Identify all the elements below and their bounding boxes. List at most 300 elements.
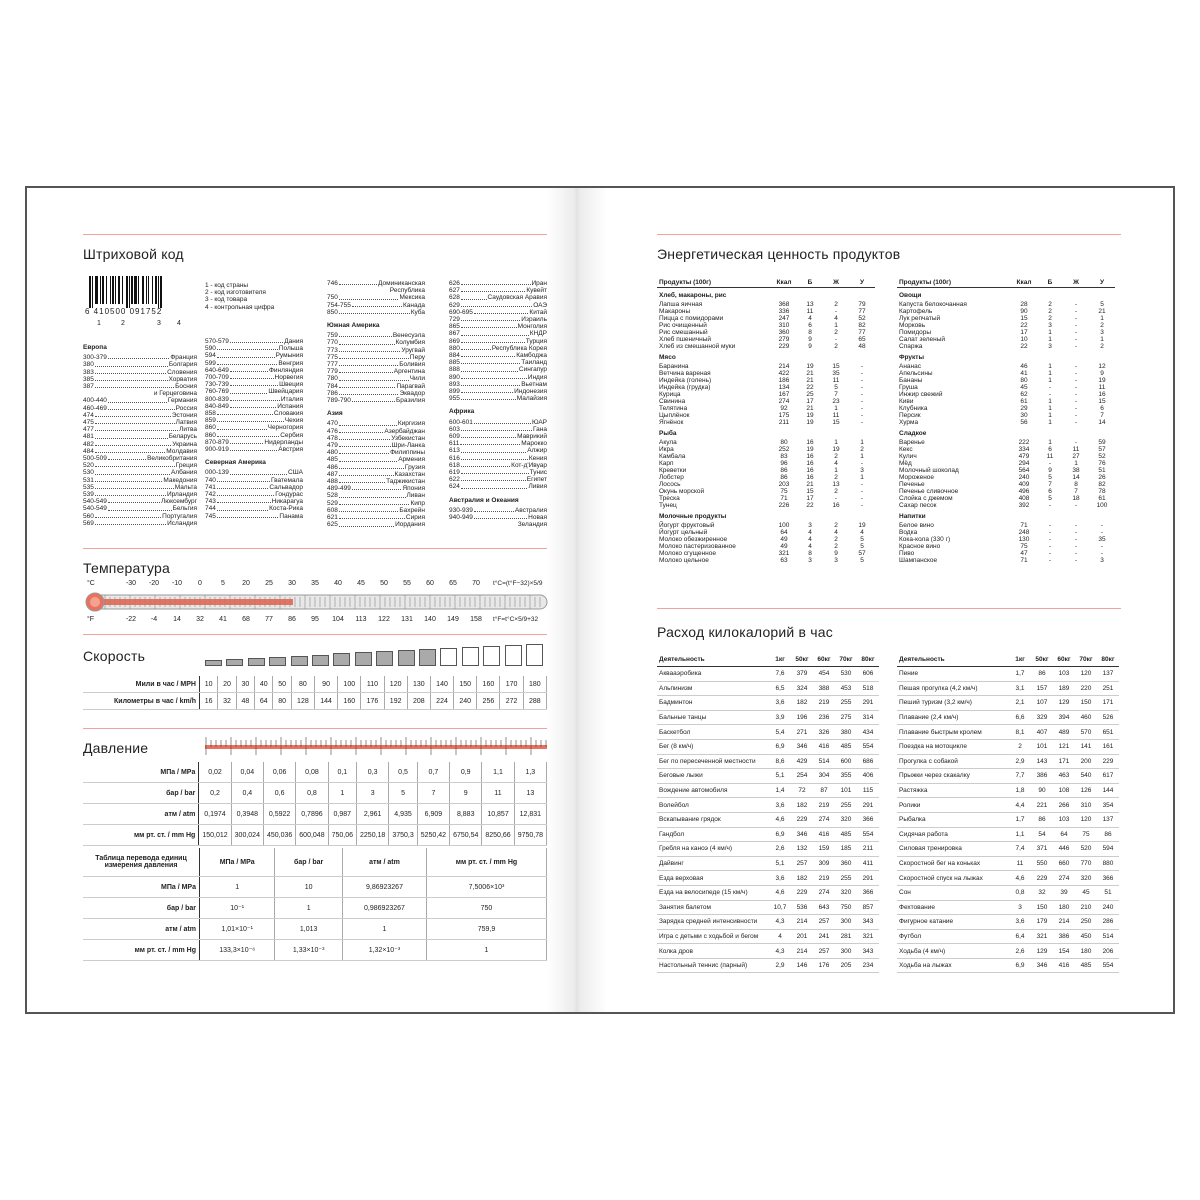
country-code: 478	[327, 434, 338, 442]
activity-name: Прогулка с собакой	[897, 754, 1009, 769]
food-value: 16	[806, 453, 814, 460]
food-value: 14	[1098, 419, 1106, 426]
country-name: Армения	[398, 456, 425, 464]
country-name: Доминиканская	[378, 280, 425, 287]
pressure-value: 6,909	[417, 804, 449, 825]
food-name: Кока-кола (330 г)	[899, 536, 951, 543]
country-code: 729	[449, 316, 460, 324]
calorie-value: 255	[835, 696, 857, 711]
food-row	[897, 363, 1115, 370]
activity-row	[897, 827, 1119, 842]
calorie-value: 600	[835, 754, 857, 769]
food-name: Киви	[899, 398, 914, 405]
food-value: 11	[806, 308, 814, 315]
food-value: 13	[832, 481, 840, 488]
dot-leader	[339, 449, 389, 454]
food-value: 30	[1020, 412, 1028, 419]
calorie-value: 651	[1097, 725, 1119, 740]
country-code-row	[327, 449, 425, 456]
country-code: 488	[327, 478, 338, 486]
section-rule	[83, 548, 547, 549]
country-code: 759	[327, 332, 338, 340]
food-value: 19	[1098, 377, 1106, 384]
conversion-value: 0,986923267	[342, 898, 426, 919]
pressure-value: 11	[482, 783, 514, 804]
mph-value: 160	[477, 676, 500, 693]
barcode-country-column-2	[205, 338, 303, 520]
barcode-bar	[160, 276, 162, 308]
country-code: 867	[449, 330, 460, 338]
country-code: 900-919	[205, 446, 229, 454]
fahrenheit-tick: 68	[242, 616, 250, 623]
food-group-row	[897, 350, 1115, 363]
calories-table-left	[657, 652, 879, 973]
food-value: 1	[1100, 336, 1104, 343]
country-code: 730-739	[205, 381, 229, 389]
food-value: 8	[1074, 481, 1078, 488]
dot-leader	[108, 397, 167, 402]
country-name: Кения	[528, 454, 547, 462]
food-value: 35	[1098, 536, 1106, 543]
country-code-row	[83, 520, 197, 527]
country-name: Бахрейн	[399, 506, 425, 514]
country-code-row	[449, 426, 547, 433]
food-value: 71	[780, 495, 788, 502]
country-code: 784	[327, 382, 338, 390]
activity-name: Ролики	[897, 798, 1009, 813]
country-code-row	[449, 359, 547, 366]
calorie-value: 304	[813, 769, 835, 784]
calorie-value: 320	[1075, 871, 1097, 886]
calories-header	[657, 652, 879, 667]
food-value: 4	[808, 315, 812, 322]
country-name: Латвия	[175, 419, 197, 427]
food-value: -	[860, 363, 864, 370]
calorie-value: 129	[1053, 696, 1075, 711]
country-code-row	[327, 294, 425, 301]
food-name: Треска	[659, 495, 680, 502]
food-value: 92	[780, 405, 788, 412]
food-value: 57	[1098, 446, 1106, 453]
speed-bar	[462, 647, 479, 666]
pressure-value: 1,3	[514, 762, 546, 783]
food-value: 248	[1018, 529, 1030, 536]
barcode-bar	[148, 276, 149, 304]
country-code-row	[327, 478, 425, 485]
country-code: 489-499	[327, 485, 351, 493]
calorie-value: 126	[1075, 783, 1097, 798]
food-row	[657, 377, 875, 384]
dot-leader	[95, 433, 168, 438]
country-name: Республика Корея	[491, 344, 547, 352]
country-name: Зеландия	[517, 521, 547, 529]
food-value: 211	[778, 419, 790, 426]
food-row	[657, 550, 875, 557]
conversion-value: 759,9	[426, 919, 546, 940]
food-value: 226	[778, 502, 790, 509]
country-code-row	[205, 403, 303, 410]
region-heading: Африка	[449, 408, 475, 416]
country-code-row	[83, 455, 197, 462]
country-name: Дания	[284, 338, 303, 345]
country-name: Словакия	[273, 410, 303, 418]
pressure-value: 6750,54	[450, 825, 482, 846]
food-group-name: Хлеб, макароны, рис	[659, 292, 727, 299]
calorie-value: 254	[791, 769, 813, 784]
country-code-row	[327, 442, 425, 449]
activity-name: Езда на велосипеде (15 км/ч)	[657, 885, 769, 900]
energy-header-cell: Ккал	[771, 278, 797, 288]
pressure-value: 0,3	[357, 762, 389, 783]
dot-leader	[95, 520, 166, 525]
country-name: Беларусь	[168, 433, 197, 441]
energy-title: Энергетическая ценность продуктов	[657, 246, 901, 262]
celsius-tick: 5	[221, 580, 225, 587]
food-value: 75	[1020, 543, 1028, 550]
food-value: -	[1074, 336, 1078, 343]
country-code-row	[449, 469, 547, 476]
barcode-bar	[155, 276, 157, 304]
country-name: Алжир	[527, 447, 547, 455]
calorie-value: 1,8	[1009, 783, 1031, 798]
country-code-row	[449, 374, 547, 381]
country-name: Филиппины	[390, 449, 425, 457]
food-value: -	[1074, 384, 1078, 391]
activity-row	[657, 929, 879, 944]
activity-row	[657, 681, 879, 696]
food-row	[897, 502, 1115, 509]
energy-header	[897, 278, 1115, 288]
dot-leader	[461, 345, 491, 350]
calorie-value: 594	[1097, 842, 1119, 857]
dot-leader	[461, 388, 513, 393]
calorie-value: 407	[1031, 725, 1053, 740]
celsius-tick: 70	[472, 580, 480, 587]
conversion-value: 9,86923267	[342, 877, 426, 898]
country-code-row	[327, 500, 425, 507]
food-value: -	[834, 308, 838, 315]
calorie-value: 179	[1031, 915, 1053, 930]
fahrenheit-tick: 113	[355, 616, 367, 623]
barcode-bar	[89, 276, 91, 308]
calorie-value: 416	[1053, 958, 1075, 973]
food-value: 9	[1048, 467, 1052, 474]
food-name: Йогурт цельный	[659, 529, 708, 536]
food-name: Лапша яичная	[659, 301, 703, 308]
country-code: 535	[83, 483, 94, 491]
barcode-bar	[134, 276, 137, 304]
country-name: Словения	[167, 368, 197, 376]
food-value: 75	[780, 488, 788, 495]
food-value: 45	[1020, 384, 1028, 391]
food-value: 134	[778, 384, 790, 391]
food-row	[657, 502, 875, 509]
food-value: 1	[1048, 329, 1052, 336]
energy-header-cell: Б	[797, 278, 823, 288]
calorie-value: 3,6	[769, 871, 791, 886]
conversion-row-label: мм рт. ст. / mm Hg	[83, 940, 200, 961]
food-value: -	[1074, 529, 1078, 536]
food-value: 1	[834, 439, 838, 446]
calorie-value: 371	[1031, 842, 1053, 857]
country-name: Уругвай	[401, 346, 425, 354]
food-value: 29	[1020, 405, 1028, 412]
country-name: Исландия	[167, 519, 197, 527]
celsius-tick: -30	[125, 580, 137, 587]
country-code-row	[205, 417, 303, 424]
food-value: 9	[808, 336, 812, 343]
food-value: -	[1074, 343, 1078, 350]
country-name: Панама	[279, 512, 303, 520]
country-name: Сирия	[405, 514, 425, 522]
energy-header-cell: У	[1089, 278, 1115, 288]
activity-row	[657, 871, 879, 886]
food-group-row	[897, 288, 1115, 302]
country-code: 779	[327, 368, 338, 376]
activity-name: Альпинизм	[657, 681, 769, 696]
calorie-value: 220	[1075, 681, 1097, 696]
country-name: Литва	[179, 426, 197, 434]
calorie-value: 10,7	[769, 900, 791, 915]
food-value: 22	[1020, 322, 1028, 329]
country-code-row	[327, 309, 425, 316]
calorie-value: 103	[1053, 812, 1075, 827]
calorie-value: 520	[1075, 842, 1097, 857]
calories-header-cell: 80кг	[1097, 652, 1119, 667]
country-code-row	[327, 375, 425, 382]
calorie-value: 366	[857, 885, 879, 900]
country-name: Никарагуа	[271, 498, 303, 506]
food-group-row	[657, 288, 875, 302]
country-code-row	[205, 388, 303, 395]
food-row	[897, 467, 1115, 474]
calorie-value: 219	[813, 871, 835, 886]
calories-header-cell: 50кг	[791, 652, 813, 667]
food-value: -	[834, 495, 838, 502]
country-name: Венгрия	[278, 359, 303, 367]
food-name: Йогурт фруктовый	[659, 522, 715, 529]
country-name: Марокко	[521, 440, 547, 448]
food-value: 82	[1098, 481, 1106, 488]
food-value: 19	[806, 363, 814, 370]
food-row	[897, 481, 1115, 488]
food-value: 1	[834, 467, 838, 474]
dot-leader	[339, 354, 409, 359]
calorie-value: 643	[813, 900, 835, 915]
food-value: 1	[1048, 439, 1052, 446]
food-value: 1	[1074, 460, 1078, 467]
calorie-value: 4,3	[769, 944, 791, 959]
food-row	[897, 439, 1115, 446]
dot-leader	[95, 448, 165, 453]
food-value: 3	[834, 557, 838, 564]
conversion-value: 10	[275, 877, 343, 898]
conversion-value: 1,013	[275, 919, 343, 940]
calorie-value: 660	[1053, 856, 1075, 871]
country-name: Кипр	[410, 499, 425, 507]
country-code: 700-709	[205, 374, 229, 382]
food-value: 15	[1098, 398, 1106, 405]
country-code: 480	[327, 449, 338, 457]
dot-leader	[339, 428, 384, 433]
notebook-spread	[25, 186, 1175, 1014]
dot-leader	[95, 383, 174, 388]
country-code: 955	[449, 395, 460, 403]
conversion-header-cell: МПа / MPa	[200, 848, 275, 877]
food-value: 17	[1020, 329, 1028, 336]
food-value: 22	[806, 502, 814, 509]
activity-row	[897, 681, 1119, 696]
pressure-value: 750,06	[328, 825, 356, 846]
food-value: 5	[834, 384, 838, 391]
speed-bar	[398, 650, 415, 666]
country-name: Ливия	[528, 483, 547, 491]
calorie-value: 255	[835, 798, 857, 813]
calorie-value: 87	[813, 783, 835, 798]
mph-value: 130	[407, 676, 430, 693]
dot-leader	[230, 388, 267, 393]
country-code: 474	[83, 411, 94, 419]
pressure-value: 2,961	[357, 804, 389, 825]
country-code-row	[449, 338, 547, 345]
country-name: Молдавия	[166, 447, 197, 455]
calorie-value: 257	[791, 856, 813, 871]
country-code-row	[83, 369, 197, 376]
country-name: Шри-Ланка	[391, 442, 425, 450]
energy-header-cell: Ккал	[1011, 278, 1037, 288]
food-value: 203	[778, 481, 790, 488]
country-code: 624	[449, 483, 460, 491]
food-name: Макароны	[659, 308, 691, 315]
pressure-value: 0,7	[417, 762, 449, 783]
calorie-value: 90	[1031, 783, 1053, 798]
activity-row	[897, 769, 1119, 784]
country-code: 899	[449, 388, 460, 396]
food-value: 5	[860, 543, 864, 550]
fahrenheit-tick: -22	[125, 616, 137, 623]
food-value: 5	[860, 557, 864, 564]
temperature-title: Температура	[83, 560, 170, 576]
dot-leader	[461, 462, 510, 467]
food-value: 2	[860, 446, 864, 453]
dot-leader	[108, 498, 160, 503]
barcode-bar	[129, 276, 130, 308]
food-value: 12	[1098, 363, 1106, 370]
country-code-row	[327, 435, 425, 442]
calorie-value: 446	[1053, 842, 1075, 857]
country-code-row	[449, 302, 547, 309]
activity-row	[657, 710, 879, 725]
section-rule	[83, 234, 547, 235]
speed-title: Скорость	[83, 648, 146, 664]
celsius-unit: °C	[87, 580, 95, 587]
country-code: 484	[83, 447, 94, 455]
food-value: 130	[1018, 536, 1030, 543]
calorie-value: 346	[791, 827, 813, 842]
calorie-value: 450	[1075, 929, 1097, 944]
food-name: Молоко цельное	[659, 557, 709, 564]
country-code: 800-839	[205, 395, 229, 403]
barcode-bar	[138, 276, 139, 304]
food-value: 2	[834, 522, 838, 529]
food-value: 310	[778, 322, 790, 329]
food-name: Лосось	[659, 481, 681, 488]
food-value: -	[860, 377, 864, 384]
country-code-row	[449, 476, 547, 483]
barcode-bar	[122, 276, 123, 304]
conversion-value: 1	[200, 877, 275, 898]
dot-leader	[461, 476, 526, 481]
food-value: -	[1048, 536, 1052, 543]
dot-leader	[339, 471, 394, 476]
pressure-value: 8,883	[450, 804, 482, 825]
country-code-row	[205, 469, 303, 476]
food-value: 3	[1100, 557, 1104, 564]
calorie-value: 107	[1031, 696, 1053, 711]
food-group-name: Молочные продукты	[659, 513, 727, 520]
barcode-legend	[205, 282, 274, 311]
dot-leader	[230, 381, 278, 386]
mph-value: 180	[523, 676, 546, 693]
calorie-value: 236	[813, 710, 835, 725]
calorie-value: 485	[835, 827, 857, 842]
activity-row	[657, 696, 879, 711]
food-value: 14	[1072, 474, 1080, 481]
country-code-row	[449, 330, 547, 337]
food-value: 2	[834, 543, 838, 550]
country-code-row	[205, 424, 303, 431]
dot-leader	[450, 521, 517, 526]
activity-name: Пение	[897, 667, 1009, 682]
food-row	[897, 536, 1115, 543]
calorie-value: 300	[835, 944, 857, 959]
barcode-bar	[102, 276, 104, 304]
country-name: Швеция	[279, 381, 303, 389]
calorie-value: 770	[1075, 856, 1097, 871]
conversion-value: 1,33×10⁻³	[275, 940, 343, 961]
country-code: 745	[205, 512, 216, 520]
pressure-value: 150,012	[199, 825, 231, 846]
barcode-bar	[92, 276, 93, 308]
calorie-value: 219	[813, 798, 835, 813]
country-code: 870-879	[205, 438, 229, 446]
calorie-value: 411	[857, 856, 879, 871]
calorie-value: 4,4	[1009, 798, 1031, 813]
activity-name: Пешая прогулка (4,2 км/ч)	[897, 681, 1009, 696]
calorie-value: 219	[813, 696, 835, 711]
region-heading: Северная Америка	[205, 459, 266, 467]
calorie-value: 229	[1031, 871, 1053, 886]
barcode-bar	[110, 276, 111, 304]
food-name: Слойка с джемом	[899, 495, 953, 502]
calorie-value: 171	[1097, 696, 1119, 711]
country-code: 520	[83, 462, 94, 470]
food-value: 64	[780, 529, 788, 536]
activity-name: Колка дров	[657, 944, 769, 959]
country-name: Узбекистан	[391, 434, 425, 442]
calorie-value: 257	[813, 915, 835, 930]
food-name: Белое вино	[899, 522, 934, 529]
kmh-value: 272	[500, 693, 523, 710]
calorie-value: 310	[1075, 798, 1097, 813]
pressure-value: 5	[389, 783, 417, 804]
calorie-value: 255	[835, 871, 857, 886]
speed-bars	[205, 644, 547, 666]
fahrenheit-tick: 149	[447, 616, 459, 623]
calorie-value: 32	[1031, 885, 1053, 900]
food-name: Пиво	[899, 550, 915, 557]
food-name: Окунь морской	[659, 488, 705, 495]
